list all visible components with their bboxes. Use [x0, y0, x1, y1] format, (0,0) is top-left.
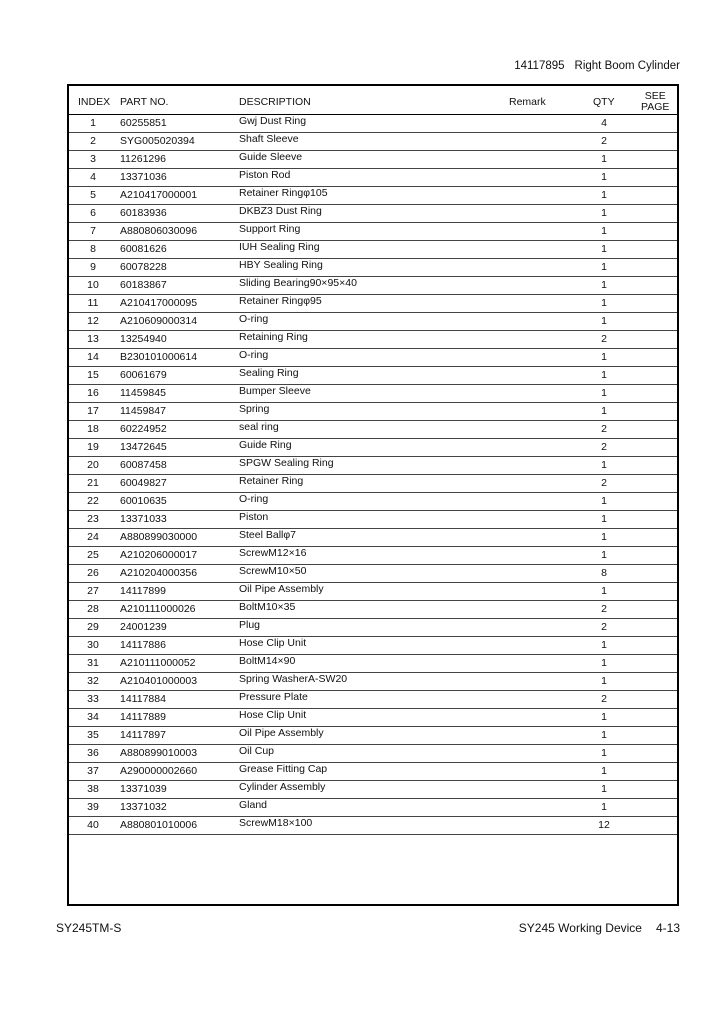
row-description: Retainer Ringφ95: [239, 295, 322, 307]
row-index: 11: [87, 297, 99, 309]
table-row: [69, 709, 677, 727]
row-qty: 1: [601, 783, 607, 795]
table-row: [69, 151, 677, 169]
table-row: [69, 565, 677, 583]
row-description: Steel Ballφ7: [239, 529, 297, 541]
row-part-no: A210417000001: [120, 189, 198, 201]
table-row: [69, 817, 677, 835]
drawing-number: 14117895: [514, 60, 565, 72]
row-part-no: 13371033: [120, 513, 167, 525]
row-description: Pressure Plate: [239, 691, 308, 703]
table-row: [69, 115, 677, 133]
table-row: [69, 529, 677, 547]
footer-model: SY245TM-S: [56, 921, 122, 935]
table-row: [69, 241, 677, 259]
row-qty: 2: [601, 333, 607, 345]
row-description: O-ring: [239, 349, 269, 361]
page-header: [514, 60, 680, 72]
row-qty: 1: [601, 315, 607, 327]
row-description: Shaft Sleeve: [239, 133, 299, 145]
row-qty: 12: [598, 819, 610, 831]
row-index: 22: [87, 495, 99, 507]
row-index: 8: [90, 243, 96, 255]
row-part-no: 60078228: [120, 261, 167, 273]
row-description: Cylinder Assembly: [239, 781, 326, 793]
row-index: 29: [87, 621, 99, 633]
row-part-no: 60081626: [120, 243, 167, 255]
row-index: 26: [87, 567, 99, 579]
row-description: Spring WasherA-SW20: [239, 673, 348, 685]
row-qty: 1: [601, 279, 607, 291]
row-qty: 2: [601, 135, 607, 147]
row-qty: 1: [601, 531, 607, 543]
row-part-no: 13254940: [120, 333, 167, 345]
row-index: 17: [87, 405, 99, 417]
row-description: Oil Cup: [239, 745, 275, 757]
row-index: 38: [87, 783, 99, 795]
row-part-no: 14117899: [120, 585, 166, 597]
row-part-no: A880899010003: [120, 747, 198, 759]
table-row: [69, 691, 677, 709]
row-part-no: 13371039: [120, 783, 167, 795]
row-description: Plug: [239, 619, 261, 631]
row-qty: 1: [601, 387, 607, 399]
table-row: [69, 475, 677, 493]
table-row: [69, 601, 677, 619]
row-qty: 2: [601, 693, 607, 705]
row-description: Gwj Dust Ring: [239, 115, 307, 127]
row-index: 15: [87, 369, 99, 381]
row-index: 25: [87, 549, 99, 561]
page-number: 4-13: [655, 921, 680, 935]
row-qty: 1: [601, 801, 607, 813]
row-part-no: 13371036: [120, 171, 167, 183]
row-index: 6: [90, 207, 96, 219]
row-qty: 1: [601, 207, 607, 219]
row-qty: 1: [601, 369, 607, 381]
row-part-no: A210609000314: [120, 315, 198, 327]
row-index: 9: [90, 261, 96, 273]
row-part-no: 60255851: [120, 117, 167, 129]
row-description: BoltM14×90: [239, 655, 296, 667]
column-header-qty: QTY: [593, 96, 615, 108]
row-part-no: 60087458: [120, 459, 167, 471]
row-description: Retaining Ring: [239, 331, 308, 343]
row-index: 16: [87, 387, 99, 399]
row-index: 23: [87, 513, 99, 525]
row-index: 36: [87, 747, 99, 759]
row-part-no: 14117886: [120, 639, 166, 651]
row-index: 39: [87, 801, 99, 813]
row-description: BoltM10×35: [239, 601, 296, 613]
table-row: [69, 673, 677, 691]
row-qty: 1: [601, 711, 607, 723]
table-row: [69, 763, 677, 781]
row-qty: 2: [601, 603, 607, 615]
table-row: [69, 385, 677, 403]
table-row: [69, 421, 677, 439]
row-part-no: B230101000614: [120, 351, 198, 363]
row-index: 14: [87, 351, 99, 363]
column-header-part-no: PART NO.: [120, 96, 169, 108]
row-part-no: A210206000017: [120, 549, 198, 561]
table-row: [69, 349, 677, 367]
row-qty: 1: [601, 351, 607, 363]
row-qty: 1: [601, 495, 607, 507]
row-qty: 1: [601, 297, 607, 309]
row-part-no: 24001239: [120, 621, 167, 633]
row-part-no: A210111000026: [120, 603, 196, 615]
row-qty: 1: [601, 675, 607, 687]
row-description: Support Ring: [239, 223, 301, 235]
row-description: SPGW Sealing Ring: [239, 457, 334, 469]
table-row: [69, 295, 677, 313]
row-qty: 1: [601, 225, 607, 237]
row-description: Retainer Ring: [239, 475, 304, 487]
row-index: 32: [87, 675, 99, 687]
row-part-no: 14117889: [120, 711, 166, 723]
row-index: 40: [87, 819, 99, 831]
table-row: [69, 745, 677, 763]
row-index: 1: [90, 117, 96, 129]
row-qty: 8: [601, 567, 607, 579]
column-header-index: INDEX: [78, 96, 111, 108]
row-index: 20: [87, 459, 99, 471]
row-description: Piston Rod: [239, 169, 291, 181]
row-part-no: 14117884: [120, 693, 166, 705]
row-description: Guide Ring: [239, 439, 292, 451]
row-description: Piston: [239, 511, 269, 523]
row-index: 34: [87, 711, 99, 723]
row-part-no: 11459845: [120, 387, 166, 399]
table-row: [69, 655, 677, 673]
row-part-no: A210401000003: [120, 675, 198, 687]
row-description: Oil Pipe Assembly: [239, 583, 324, 595]
row-index: 2: [90, 135, 96, 147]
row-qty: 1: [601, 513, 607, 525]
row-index: 13: [87, 333, 99, 345]
row-part-no: 13472645: [120, 441, 167, 453]
row-part-no: A880801010006: [120, 819, 198, 831]
row-part-no: 60061679: [120, 369, 167, 381]
footer-section: SY245 Working Device: [518, 921, 642, 935]
row-index: 30: [87, 639, 99, 651]
row-qty: 1: [601, 459, 607, 471]
table-row: [69, 493, 677, 511]
row-part-no: 60224952: [120, 423, 167, 435]
table-row: [69, 637, 677, 655]
row-qty: 1: [601, 243, 607, 255]
row-index: 7: [90, 225, 96, 237]
row-qty: 1: [601, 549, 607, 561]
row-part-no: 14117897: [120, 729, 166, 741]
table-row: [69, 511, 677, 529]
column-header-description: DESCRIPTION: [239, 96, 311, 108]
row-part-no: A880899030000: [120, 531, 198, 543]
row-index: 33: [87, 693, 99, 705]
row-index: 24: [87, 531, 99, 543]
row-index: 37: [87, 765, 99, 777]
row-qty: 2: [601, 441, 607, 453]
row-description: Retainer Ringφ105: [239, 187, 328, 199]
row-description: HBY Sealing Ring: [239, 259, 323, 271]
row-description: Guide Sleeve: [239, 151, 303, 163]
table-row: [69, 439, 677, 457]
table-body: [69, 115, 677, 835]
row-index: 10: [87, 279, 99, 291]
row-description: Sliding Bearing90×95×40: [239, 277, 357, 289]
row-qty: 2: [601, 423, 607, 435]
row-qty: 1: [601, 261, 607, 273]
row-qty: 1: [601, 639, 607, 651]
row-part-no: A210111000052: [120, 657, 196, 669]
table-row: [69, 727, 677, 745]
row-description: Grease Fitting Cap: [239, 763, 328, 775]
row-description: O-ring: [239, 493, 269, 505]
row-description: Sealing Ring: [239, 367, 299, 379]
table-row: [69, 223, 677, 241]
table-row: [69, 403, 677, 421]
row-index: 4: [90, 171, 96, 183]
row-qty: 1: [601, 171, 607, 183]
row-index: 21: [87, 477, 99, 489]
table-row: [69, 313, 677, 331]
row-qty: 1: [601, 405, 607, 417]
row-part-no: 11459847: [120, 405, 166, 417]
table-row: [69, 187, 677, 205]
parts-table: [67, 84, 679, 906]
column-header-remark: Remark: [509, 96, 546, 108]
footer-right: [519, 921, 680, 935]
row-description: Gland: [239, 799, 268, 811]
table-row: [69, 169, 677, 187]
drawing-title: Right Boom Cylinder: [574, 60, 680, 72]
row-description: DKBZ3 Dust Ring: [239, 205, 322, 217]
row-part-no: A210417000095: [120, 297, 198, 309]
row-part-no: 13371032: [120, 801, 167, 813]
table-row: [69, 331, 677, 349]
row-description: Hose Clip Unit: [239, 637, 307, 649]
row-description: ScrewM12×16: [239, 547, 307, 559]
row-description: Spring: [239, 403, 270, 415]
row-qty: 1: [601, 189, 607, 201]
row-description: seal ring: [239, 421, 279, 433]
row-description: Hose Clip Unit: [239, 709, 307, 721]
row-index: 3: [90, 153, 96, 165]
row-qty: 2: [601, 621, 607, 633]
row-index: 12: [87, 315, 99, 327]
row-qty: 1: [601, 747, 607, 759]
column-header-see-page: SEE PAGE: [641, 90, 670, 113]
row-description: Bumper Sleeve: [239, 385, 311, 397]
row-index: 31: [87, 657, 99, 669]
row-description: O-ring: [239, 313, 269, 325]
row-description: ScrewM10×50: [239, 565, 307, 577]
row-part-no: 11261296: [120, 153, 166, 165]
row-part-no: A880806030096: [120, 225, 198, 237]
table-row: [69, 799, 677, 817]
row-part-no: 60049827: [120, 477, 167, 489]
row-qty: 1: [601, 153, 607, 165]
row-part-no: SYG005020394: [120, 135, 195, 147]
row-qty: 4: [601, 117, 607, 129]
table-row: [69, 547, 677, 565]
table-row: [69, 133, 677, 151]
row-index: 18: [87, 423, 99, 435]
table-row: [69, 619, 677, 637]
row-part-no: 60183936: [120, 207, 167, 219]
row-part-no: A290000002660: [120, 765, 198, 777]
row-index: 28: [87, 603, 99, 615]
row-index: 19: [87, 441, 99, 453]
row-qty: 2: [601, 477, 607, 489]
table-row: [69, 277, 677, 295]
table-row: [69, 367, 677, 385]
row-description: IUH Sealing Ring: [239, 241, 320, 253]
row-qty: 1: [601, 729, 607, 741]
table-row: [69, 259, 677, 277]
row-part-no: 60010635: [120, 495, 167, 507]
row-index: 27: [87, 585, 99, 597]
table-row: [69, 583, 677, 601]
table-row: [69, 781, 677, 799]
table-row: [69, 205, 677, 223]
row-index: 35: [87, 729, 99, 741]
row-qty: 1: [601, 585, 607, 597]
row-index: 5: [90, 189, 96, 201]
row-qty: 1: [601, 657, 607, 669]
row-qty: 1: [601, 765, 607, 777]
row-description: ScrewM18×100: [239, 817, 313, 829]
row-description: Oil Pipe Assembly: [239, 727, 324, 739]
table-row: [69, 457, 677, 475]
row-part-no: A210204000356: [120, 567, 198, 579]
row-part-no: 60183867: [120, 279, 167, 291]
